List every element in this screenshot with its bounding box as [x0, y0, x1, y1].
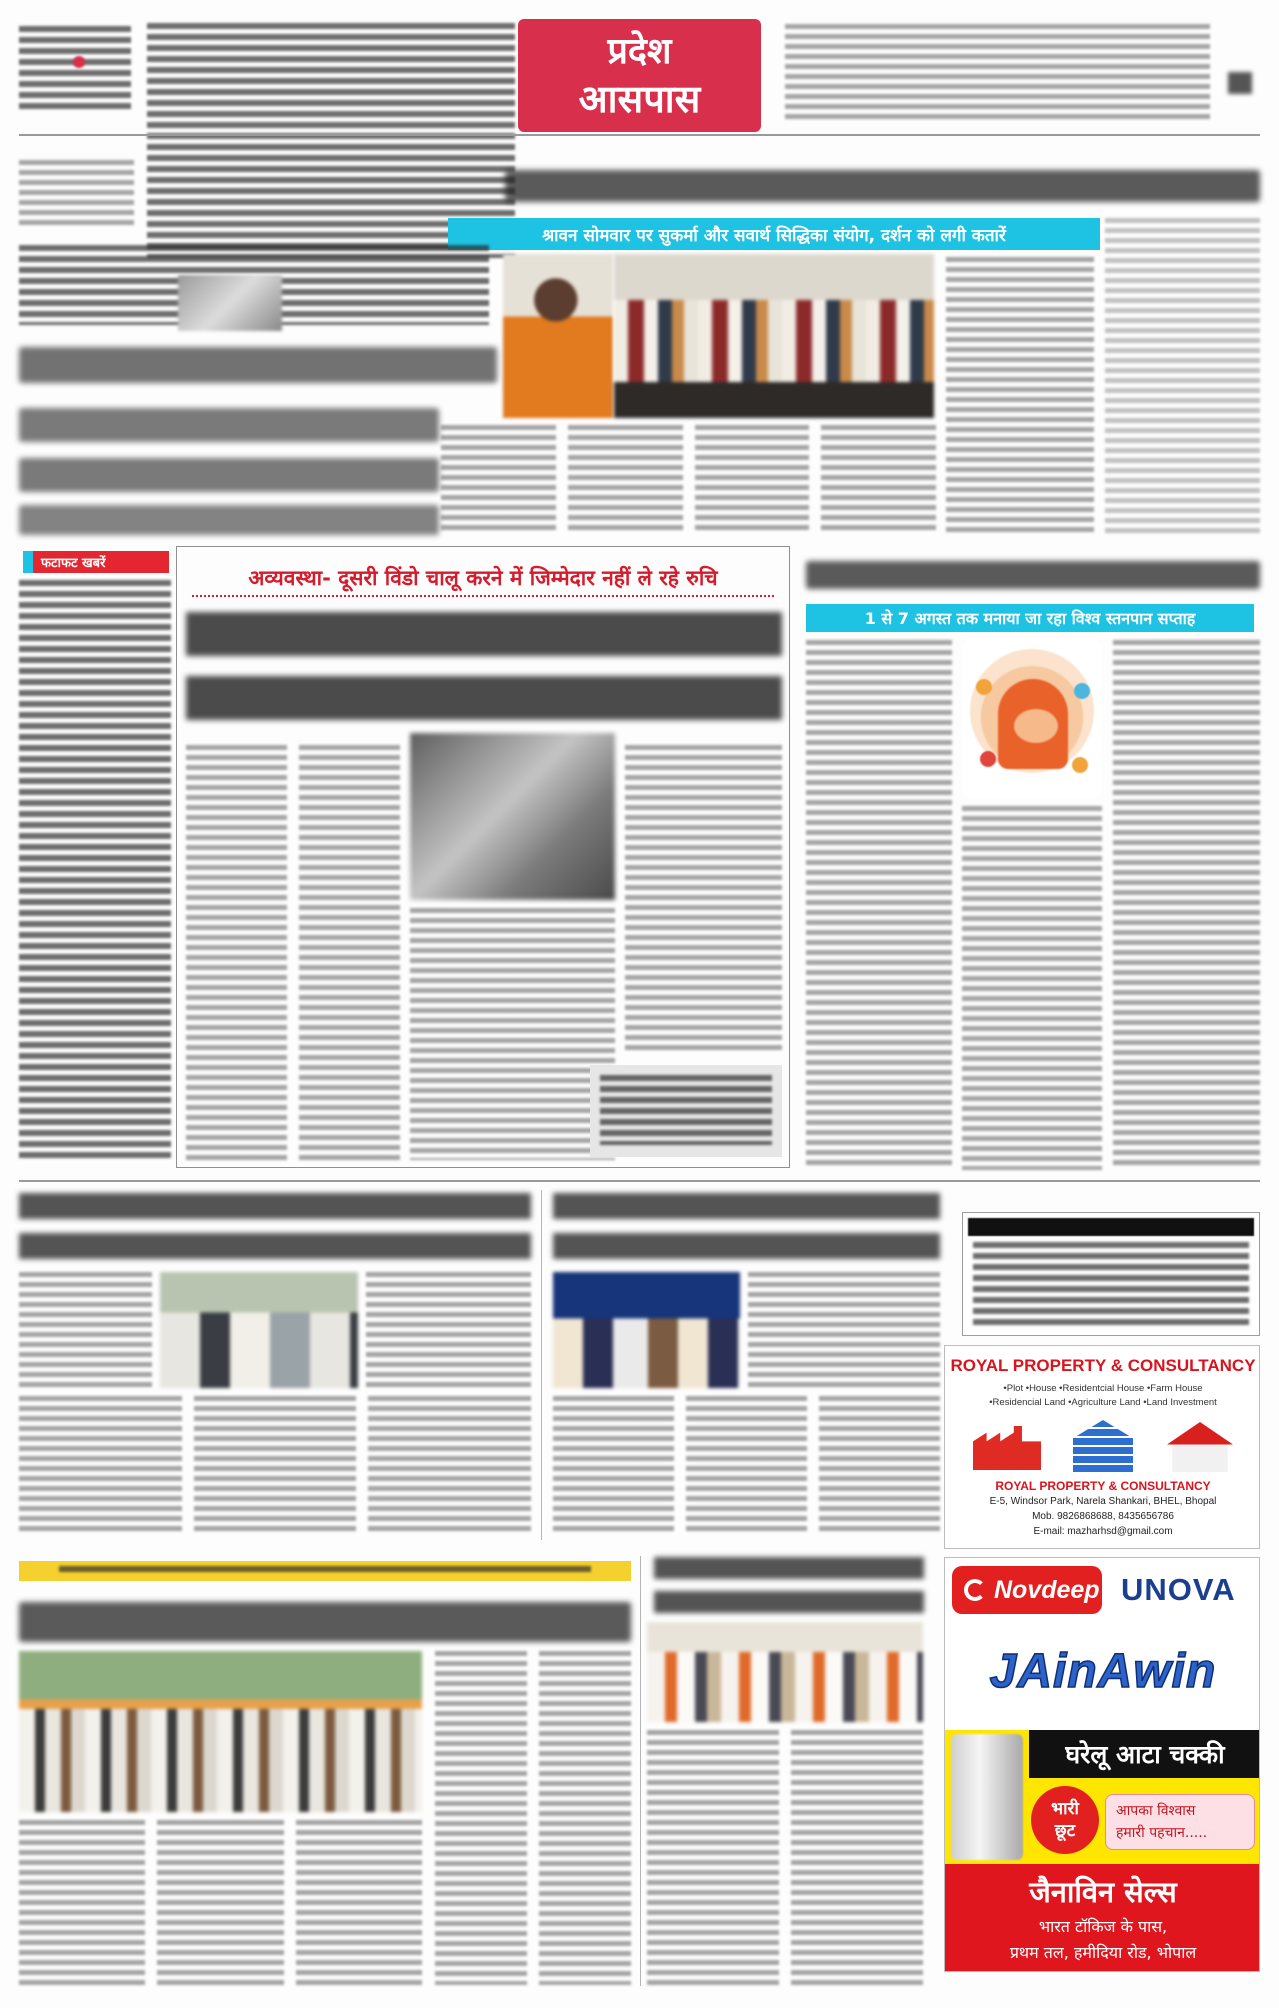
masthead-logo	[19, 26, 131, 114]
column-divider	[640, 1556, 641, 1986]
building-icon	[1073, 1420, 1133, 1472]
ghost-headline-line	[19, 505, 439, 535]
text-column	[821, 425, 936, 533]
shravan-body	[441, 425, 936, 533]
photo-meeting-group	[647, 1622, 923, 1722]
text-column	[946, 257, 1094, 533]
shravan-banner	[448, 218, 1100, 250]
page-number-mark	[1228, 72, 1252, 94]
illustration-baby	[1014, 709, 1058, 743]
house-icon	[1167, 1422, 1233, 1472]
photo-thumbnail	[178, 275, 282, 331]
ghost-headline-line	[19, 458, 439, 492]
text-column	[296, 1820, 422, 1985]
text-column	[157, 1820, 283, 1985]
section-title-line1: प्रदेश	[607, 30, 672, 72]
darshan-story-note-box	[590, 1065, 782, 1157]
text-column	[539, 1651, 631, 1985]
ad-product-text: घरेलू आटा चक्की	[1065, 1740, 1225, 1769]
ad-royal-name: ROYAL PROPERTY & CONSULTANCY	[995, 1479, 1211, 1493]
rally-story-body	[19, 1820, 422, 1985]
ad-royal-services-line1: •Plot •House •Residentcial House •Farm House	[1003, 1383, 1203, 1394]
shravan-headline-blur	[505, 170, 1260, 202]
strap-text	[59, 1566, 591, 1576]
text-column	[962, 806, 1102, 1170]
masthead-blur	[19, 26, 131, 114]
ad-novdeep-logo	[952, 1566, 1102, 1614]
boxed-notice	[962, 1212, 1260, 1336]
ad-royal-email: E-mail: mazharhsd@gmail.com	[1033, 1526, 1173, 1537]
car-story-headline-blur	[19, 1193, 531, 1259]
ad-store-name: जैनाविन सेल्स	[1029, 1875, 1177, 1909]
date-column	[19, 160, 134, 230]
text-column	[19, 1820, 145, 1985]
ad-jainawin-logo: JAinAwin	[989, 1645, 1217, 1698]
ad-offer-line1: भारी	[1051, 1799, 1079, 1819]
photo-award-ceremony	[553, 1272, 740, 1388]
ghost-headline-line	[19, 347, 497, 383]
mid-rule	[19, 1180, 1260, 1182]
top-right-text	[785, 24, 1210, 120]
breastfeeding-banner-text: 1 से 7 अगस्त तक मनाया जा रहा विश्व स्तनपान सप्ताह	[864, 609, 1196, 628]
photo-devotees-group	[614, 254, 934, 418]
text-column	[441, 425, 556, 533]
darshan-story-body-left	[186, 745, 400, 1160]
illustration-vitamin-dot	[980, 751, 996, 767]
text-column	[568, 425, 683, 533]
text-column	[1113, 640, 1260, 1170]
column-divider	[541, 1190, 542, 1540]
photo-darshan-queue	[410, 733, 615, 900]
ad-product-banner	[1029, 1730, 1260, 1778]
ad-novdeep-text: Novdeep	[994, 1575, 1100, 1604]
ad-tagline-line2: हमारी पहचान.....	[1116, 1825, 1208, 1841]
quick-news-label: फटाफट खबरें	[41, 556, 106, 571]
text-column	[1105, 218, 1260, 533]
illustration-mother-child	[962, 639, 1102, 799]
photo-tiranga-rally	[19, 1651, 422, 1812]
quick-news-tab	[23, 551, 169, 573]
darshan-story-headline-blur	[186, 612, 782, 722]
text-column	[625, 745, 782, 1055]
ad-royal-services-line2: •Residencial Land •Agriculture Land •Land Investment	[989, 1397, 1217, 1408]
illustration-vitamin-dot	[1072, 757, 1088, 773]
photo-priest	[503, 254, 613, 418]
illustration-vitamin-dot	[976, 679, 992, 695]
quick-news-column	[19, 580, 171, 1160]
ad-store-address-line2: प्रथम तल, हमीदिया रोड, भोपाल	[1009, 1943, 1197, 1962]
text-column	[695, 425, 810, 533]
section-header	[518, 19, 761, 132]
header-rule	[19, 134, 1260, 136]
text-column	[791, 1730, 923, 1985]
rally-story-strap	[19, 1561, 631, 1581]
breastfeeding-headline-blur	[806, 561, 1260, 589]
text-column	[806, 640, 952, 1170]
text-column	[647, 1730, 779, 1985]
illustration-vitamin-dot	[1074, 683, 1090, 699]
breastfeeding-banner	[806, 604, 1254, 632]
shravan-banner-text: श्रावन सोमवार पर सुकर्मा और सवार्थ सिद्धिका संयोग, दर्शन को लगी कतारें	[542, 225, 1006, 246]
ad-offer-badge	[1031, 1786, 1099, 1854]
text-column	[194, 1396, 357, 1536]
text-column	[553, 1396, 674, 1536]
ad-royal-property	[944, 1345, 1260, 1549]
text-column	[366, 1272, 531, 1388]
rally-story-headline-blur	[19, 1602, 631, 1642]
factory-icon	[973, 1426, 1041, 1470]
text-column	[19, 1396, 182, 1536]
text-column	[410, 908, 615, 1160]
award-story-headline-blur	[553, 1193, 940, 1259]
text-column	[299, 745, 400, 1160]
ad-store-footer	[945, 1864, 1260, 1972]
ad-royal-address: E-5, Windsor Park, Narela Shankari, BHEL, Bhopal	[989, 1496, 1217, 1507]
ad-royal-mobile: Mob. 9826868688, 8435656786	[1032, 1511, 1174, 1522]
note-text	[600, 1075, 772, 1145]
text-column	[686, 1396, 807, 1536]
ad-tagline	[1105, 1794, 1255, 1850]
ad-royal-title: ROYAL PROPERTY & CONSULTANCY	[950, 1356, 1256, 1375]
text-column	[368, 1396, 531, 1536]
meeting-story-headline-blur	[654, 1557, 924, 1615]
darshan-story-kicker: अव्यवस्था- दूसरी विंडो चालू करने में जिम्मेदार नहीं ले रहे रुचि	[192, 563, 774, 597]
swirl-icon	[964, 1579, 986, 1601]
ad-offer-line2: छूट	[1054, 1821, 1076, 1841]
boxed-notice-text	[973, 1242, 1249, 1328]
award-story-body	[553, 1396, 940, 1536]
text-column	[186, 745, 287, 1160]
text-column	[435, 1651, 527, 1985]
section-title-line2: आसपास	[578, 76, 701, 121]
ad-store-address-line1: भारत टॉकिज के पास,	[1038, 1917, 1168, 1936]
ghost-headline-line	[19, 408, 439, 442]
car-story-body	[19, 1396, 531, 1536]
ad-unova-logo: UNOVA	[1121, 1572, 1236, 1607]
text-column	[19, 1272, 152, 1388]
meeting-story-body	[647, 1730, 923, 1985]
text-column	[819, 1396, 940, 1536]
flour-mill-image	[951, 1734, 1023, 1860]
text-column	[748, 1272, 940, 1388]
photo-car-inspection	[160, 1272, 358, 1388]
masthead-red-dot	[73, 56, 85, 68]
rally-story-side-body	[435, 1651, 631, 1985]
ad-tagline-line1: आपका विश्वास	[1116, 1803, 1196, 1819]
ad-jainawin	[944, 1557, 1260, 1972]
boxed-notice-header	[968, 1218, 1254, 1236]
